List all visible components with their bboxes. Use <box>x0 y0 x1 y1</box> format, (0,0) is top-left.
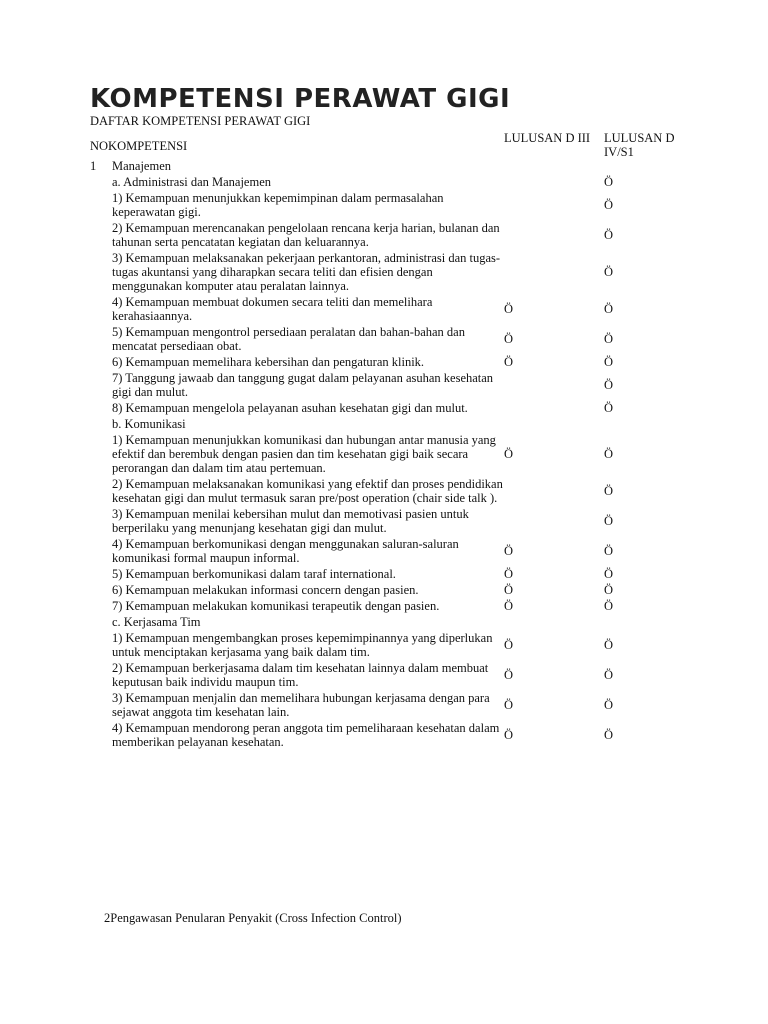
lulusan-d3-mark: Ö <box>504 567 514 581</box>
competency-text: 2) Kemampuan melaksanakan komunikasi yang efektif dan proses pendidikan kesehatan gigi dan mulut termasuk saran pre/post operation (chair side talk ). <box>112 477 503 505</box>
lulusan-d3-mark: Ö <box>504 544 514 558</box>
competency-text: b. Komunikasi <box>112 417 186 431</box>
table-row <box>90 433 730 475</box>
competency-text: 1) Kemampuan menunjukkan komunikasi dan hubungan antar manusia yang efektif dan berembuk dengan pasien dan tim kesehatan gigi baik secara perorangan dan dalam tim atau pertemuan. <box>112 433 496 475</box>
table-row <box>90 537 730 565</box>
table-row <box>90 615 730 629</box>
lulusan-d4-mark: Ö <box>604 514 614 528</box>
competency-text: 3) Kemampuan menjalin dan memelihara hubungan kerjasama dengan para sejawat anggota tim kesehatan lain. <box>112 691 490 719</box>
table-row <box>90 691 730 719</box>
table-row <box>90 507 730 535</box>
lulusan-d4-mark: Ö <box>604 728 614 742</box>
header-lulusan-d4: LULUSAN D IV/S1 <box>604 131 675 159</box>
table-row <box>90 175 730 189</box>
competency-text: c. Kerjasama Tim <box>112 615 201 629</box>
table-header <box>90 129 730 159</box>
lulusan-d4-mark: Ö <box>604 401 614 415</box>
table-row <box>90 631 730 659</box>
competency-list <box>90 159 730 749</box>
lulusan-d4-mark: Ö <box>604 378 614 392</box>
lulusan-d3-mark: Ö <box>504 638 514 652</box>
lulusan-d3-mark: Ö <box>504 302 514 316</box>
competency-text: 1) Kemampuan menunjukkan kepemimpinan dalam permasalahan keperawatan gigi. <box>112 191 444 219</box>
table-row <box>90 567 730 581</box>
table-row <box>90 417 730 431</box>
competency-text: 4) Kemampuan membuat dokumen secara teliti dan memelihara kerahasiaannya. <box>112 295 433 323</box>
lulusan-d4-mark: Ö <box>604 544 614 558</box>
table-row <box>90 583 730 597</box>
lulusan-d3-mark: Ö <box>504 332 514 346</box>
competency-text: a. Administrasi dan Manajemen <box>112 175 271 189</box>
document-body <box>90 84 730 751</box>
lulusan-d3-mark: Ö <box>504 668 514 682</box>
competency-text: 7) Kemampuan melakukan komunikasi terapeutik dengan pasien. <box>112 599 440 613</box>
competency-text: 6) Kemampuan melakukan informasi concern dengan pasien. <box>112 583 419 597</box>
lulusan-d4-mark: Ö <box>604 265 614 279</box>
lulusan-d4-mark: Ö <box>604 583 614 597</box>
lulusan-d3-mark: Ö <box>504 583 514 597</box>
lulusan-d3-mark: Ö <box>504 728 514 742</box>
competency-text: 7) Tanggung jawaab dan tanggung gugat dalam pelayanan asuhan kesehatan gigi dan mulut. <box>112 371 494 399</box>
header-no-kompetensi: NOKOMPETENSI <box>90 139 188 153</box>
lulusan-d3-mark: Ö <box>504 447 514 461</box>
competency-text: 3) Kemampuan melaksanakan pekerjaan perkantoran, administrasi dan tugas-tugas akuntansi yang diharapkan secara teliti dan efisien dengan menggunakan komputer atau peralatan lainnya. <box>112 251 501 293</box>
table-row <box>90 371 730 399</box>
competency-text: 6) Kemampuan memelihara kebersihan dan pengaturan klinik. <box>112 355 425 369</box>
competency-text: 5) Kemampuan mengontrol persediaan peralatan dan bahan-bahan dan mencatat persediaan obat. <box>112 325 465 353</box>
table-row <box>90 355 730 369</box>
table-row <box>90 251 730 293</box>
row-number: 1 <box>90 159 97 173</box>
competency-text: 2) Kemampuan berkerjasama dalam tim kesehatan lainnya dalam membuat keputusan baik individu maupun tim. <box>112 661 489 689</box>
lulusan-d4-mark: Ö <box>604 599 614 613</box>
table-row <box>90 661 730 689</box>
lulusan-d4-mark: Ö <box>604 228 614 242</box>
lulusan-d4-mark: Ö <box>604 302 614 316</box>
lulusan-d3-mark: Ö <box>504 698 514 712</box>
table-row <box>90 295 730 323</box>
table-row <box>90 325 730 353</box>
competency-text: 5) Kemampuan berkomunikasi dalam taraf international. <box>112 567 396 581</box>
lulusan-d4-mark: Ö <box>604 567 614 581</box>
table-row <box>90 159 730 173</box>
competency-text: 1) Kemampuan mengembangkan proses kepemimpinannya yang diperlukan untuk menciptakan kerjasama yang baik dalam tim. <box>112 631 493 659</box>
competency-text: Manajemen <box>112 159 172 173</box>
table-row <box>90 721 730 749</box>
lulusan-d4-mark: Ö <box>604 698 614 712</box>
lulusan-d3-mark: Ö <box>504 355 514 369</box>
lulusan-d4-mark: Ö <box>604 355 614 369</box>
table-row <box>90 401 730 415</box>
page-title: KOMPETENSI PERAWAT GIGI <box>90 84 511 114</box>
lulusan-d4-mark: Ö <box>604 668 614 682</box>
section-footer: 2Pengawasan Penularan Penyakit (Cross Infection Control) <box>104 911 402 925</box>
lulusan-d4-mark: Ö <box>604 175 614 189</box>
lulusan-d4-mark: Ö <box>604 484 614 498</box>
competency-text: 3) Kemampuan menilai kebersihan mulut dan memotivasi pasien untuk berperilaku yang menunjang kesehatan gigi dan mulut. <box>112 507 469 535</box>
header-lulusan-d3: LULUSAN D III <box>504 131 591 145</box>
table-row <box>90 221 730 249</box>
lulusan-d4-mark: Ö <box>604 447 614 461</box>
competency-text: 2) Kemampuan merencanakan pengelolaan rencana kerja harian, bulanan dan tahunan serta pencatatan kegiatan dan keluarannya. <box>112 221 500 249</box>
lulusan-d4-mark: Ö <box>604 638 614 652</box>
lulusan-d4-mark: Ö <box>604 198 614 212</box>
table-row <box>90 191 730 219</box>
competency-text: 4) Kemampuan mendorong peran anggota tim pemeliharaan kesehatan dalam memberikan pelayanan kesehatan. <box>112 721 500 749</box>
competency-text: 4) Kemampuan berkomunikasi dengan menggunakan saluran-saluran komunikasi formal maupun informal. <box>112 537 459 565</box>
competency-text: 8) Kemampuan mengelola pelayanan asuhan kesehatan gigi dan mulut. <box>112 401 468 415</box>
lulusan-d3-mark: Ö <box>504 599 514 613</box>
table-row <box>90 477 730 505</box>
table-row <box>90 599 730 613</box>
page-subtitle: DAFTAR KOMPETENSI PERAWAT GIGI <box>90 114 311 128</box>
lulusan-d4-mark: Ö <box>604 332 614 346</box>
